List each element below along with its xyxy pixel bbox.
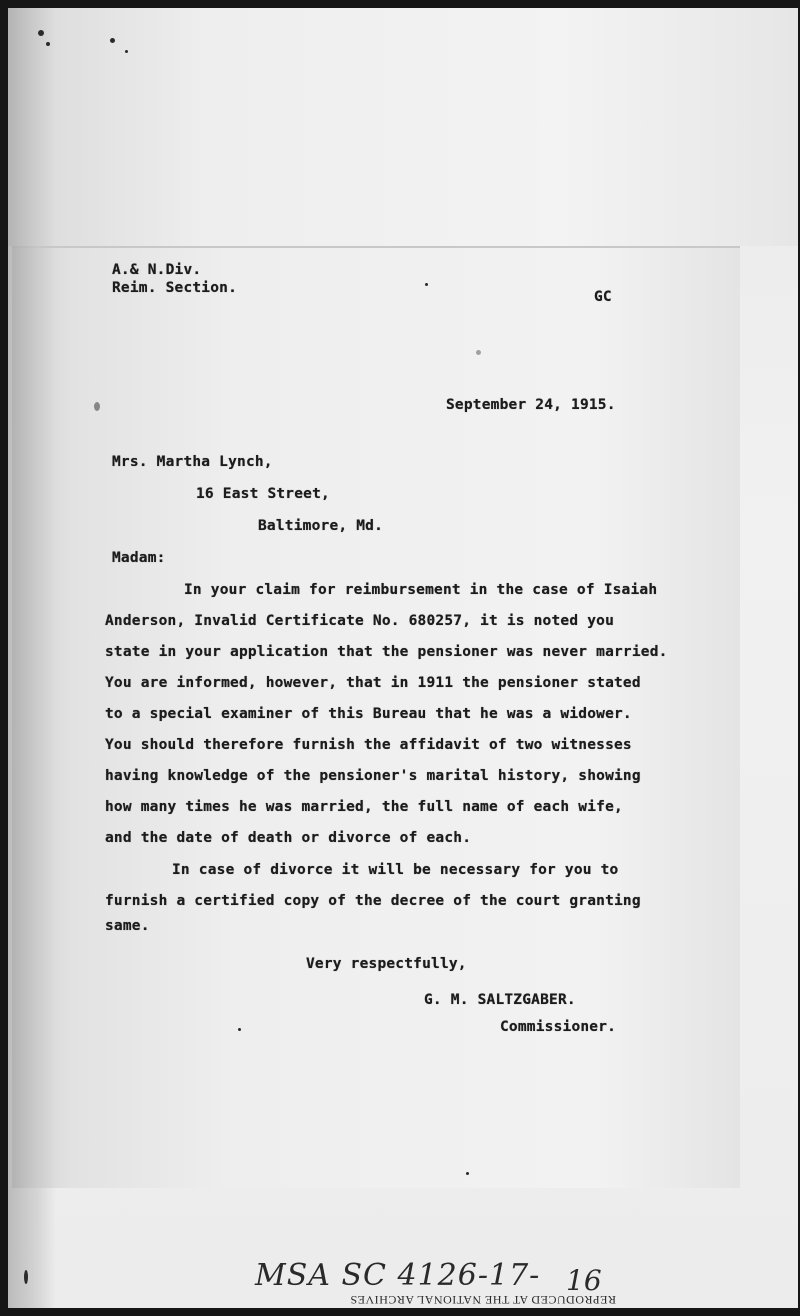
body-line: and the date of death or divorce of each. [105, 830, 472, 846]
body-line: furnish a certified copy of the decree of the court granting [105, 893, 641, 909]
body-line: In your claim for reimbursement in the case of Isaiah [184, 582, 658, 598]
addressee-city: Baltimore, Md. [258, 518, 384, 534]
body-line: having knowledge of the pensioner's marital history, showing [105, 768, 641, 784]
addressee-name: Mrs. Martha Lynch, [112, 454, 273, 470]
body-line: state in your application that the pensioner was never married. [105, 644, 668, 660]
body-line: You should therefore furnish the affidavit of two witnesses [105, 737, 632, 753]
letter-date: September 24, 1915. [446, 397, 616, 413]
body-line: You are informed, however, that in 1911 the pensioner stated [105, 675, 641, 691]
salutation: Madam: [112, 550, 166, 566]
handwritten-file-number: MSA SC 4126-17- [255, 1258, 541, 1293]
complimentary-close: Very respectfully, [306, 956, 467, 972]
signer-name: G. M. SALTZGABER. [424, 992, 576, 1008]
body-line: In case of divorce it will be necessary for you to [172, 862, 619, 878]
body-line: same. [105, 918, 150, 934]
section-label: Reim. Section. [112, 280, 238, 296]
underlying-page [8, 8, 798, 246]
division-label: A.& N.Div. [112, 262, 202, 278]
body-line: how many times he was married, the full name of each wife, [105, 799, 623, 815]
signer-title: Commissioner. [500, 1019, 617, 1035]
binding-shadow [8, 8, 56, 1308]
archive-stamp: REPRODUCED AT THE NATIONAL ARCHIVES [350, 1293, 616, 1307]
initials: GC [594, 289, 612, 305]
body-line: to a special examiner of this Bureau that he was a widower. [105, 706, 632, 722]
handwritten-page-number: 16 [566, 1264, 602, 1297]
addressee-street: 16 East Street, [196, 486, 330, 502]
body-line: Anderson, Invalid Certificate No. 680257, it is noted you [105, 613, 614, 629]
